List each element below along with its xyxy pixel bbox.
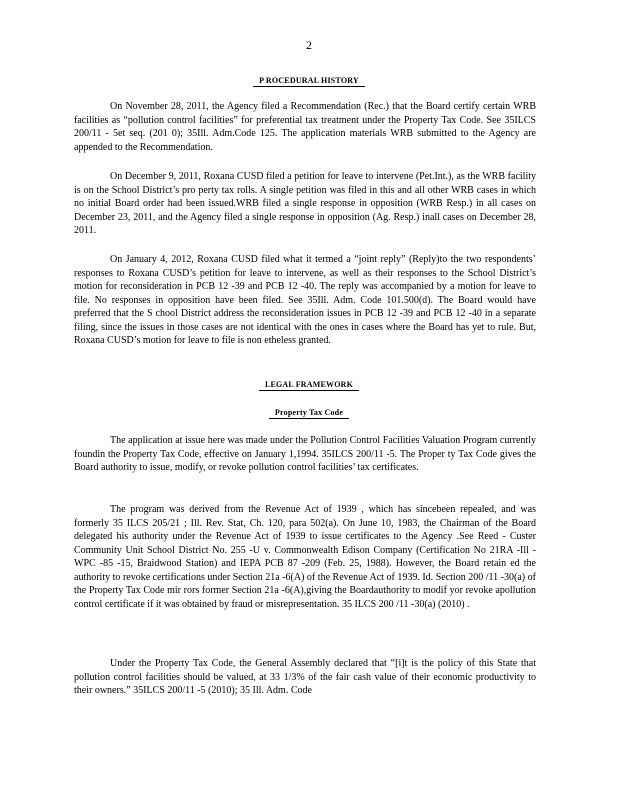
heading-procedural-history <box>0 76 618 87</box>
paragraph-application: The application at issue here was made under the Pollution Control Facilities Valuation Program currently foundin the Property Tax Code, effective on January 1,1994. 35ILCS 200/11 -5. The Proper ty Tax Code gives the Board authority to issue, modify, or revoke pollution control facilities’ tax certificates. <box>74 435 536 473</box>
paragraph-recommendation: On November 28, 2011, the Agency filed a Recommendation (Rec.) that the Board certify certain WRB facilities as “pollution control facilities” for preferential tax treatment under the Property Tax Code. See 35ILCS 200/11 - 5et seq. (201 0); 35Ill. Adm.Code 125. The application materials WRB submitted to the Agency are appended to the Recommendation. <box>74 101 536 153</box>
heading-legal-framework <box>0 380 618 391</box>
page-number: 2 <box>306 38 312 52</box>
paragraph-joint-reply: On January 4, 2012, Roxana CUSD filed what it termed a “joint reply” (Reply)to the two respondents’ responses to Roxana CUSD’s petition for leave to intervene, as well as their responses to the School District’s motion for reconsideration in PCB 12 -39 and PCB 12 -40. The reply was accompanied by a motion for leave to file. No responses in opposition have been filed. See 35Ill. Adm. Code 101.500(d). The Board would have preferred that the S chool District address the reconsideration issues in PCB 12 -39 and PCB 12 -40 in a separate filing, since the issues in those cases are not identical with the ones in cases where the Board has yet to rule. But, Roxana CUSD’s motion for leave to file is non etheless granted. <box>74 254 536 346</box>
heading-property-tax-code-text: Property Tax Code <box>269 408 349 419</box>
heading-legal-framework-text: LEGAL FRAMEWORK <box>259 380 359 391</box>
paragraph-general-assembly: Under the Property Tax Code, the General Assembly declared that “[i]t is the policy of this State that pollution control facilities should be valued, at 33 1/3% of the fair cash value of their economic productivity to their owners.” 35ILCS 200/11 -5 (2010); 35 Ill. Adm. Code <box>74 658 536 696</box>
heading-property-tax-code <box>0 408 618 419</box>
paragraph-petition-intervene: On December 9, 2011, Roxana CUSD filed a petition for leave to intervene (Pet.Int.), as the WRB facility is on the School District’s pro perty tax rolls. A single petition was filed in this and all other WRB cases in which no initial Board order had been issued.WRB filed a single response in opposition (WRB Resp.) in all cases on December 23, 2011, and the Agency filed a single response in opposition (Ag. Resp.) inall cases on December 28, 2011. <box>74 171 536 236</box>
heading-procedural-history-text: P ROCEDURAL HISTORY <box>253 76 365 87</box>
paragraph-program-history: The program was derived from the Revenue Act of 1939 , which has sincebeen repealed, and was formerly 35 ILCS 205/21 ; Ill. Rev. Stat, Ch. 120, para 502(a). On June 10, 1983, the Chairman of the Board delegated his authority under the Revenue Act of 1939 to issue certificates to the Agency .See Reed - Custer Community Unit School District No. 255 -U v. Commonwealth Edison Company (Certification No 21RA -Ill -WPC -85 -15, Braidwood Station) and IEPA PCB 87 -209 (Feb. 25, 1988). However, the Board retain ed the authority to revoke certifications under Section 21a -6(A) of the Revenue Act of 1939. Id. Section 200 /11 -30(a) of the Property Tax Code mir rors former Section 21a -6(A),giving the Boardauthority to modif yor revoke apollution control certificate if it was obtained by fraud or misrepresentation. 35 ILCS 200 /11 -30(a) (2010) . <box>74 504 536 610</box>
